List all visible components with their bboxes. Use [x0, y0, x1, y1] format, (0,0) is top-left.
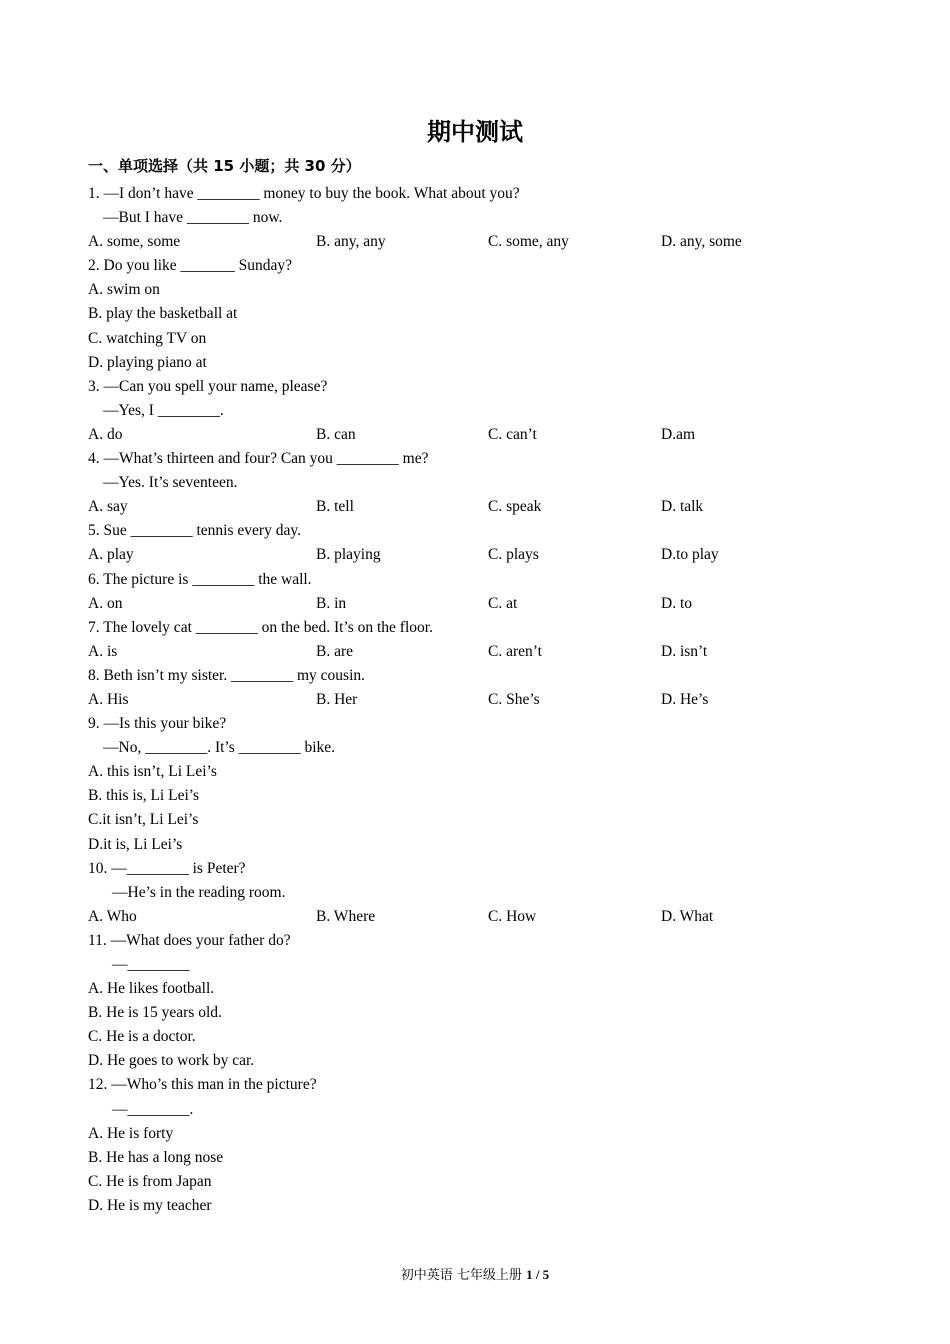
option-c: C. He is from Japan: [88, 1172, 212, 1190]
question-7: [88, 616, 888, 664]
option-d: D.to play: [661, 546, 719, 564]
option-row: [88, 495, 888, 519]
question-list: [88, 182, 888, 1218]
option-row: [88, 640, 888, 664]
option-b: B. can: [316, 425, 356, 443]
page-title: 期中测试: [427, 118, 523, 146]
option-a: A. on: [88, 594, 123, 612]
question-stem: 8. Beth isn’t my sister. ________ my cousin.: [88, 666, 365, 684]
option-a: A. He is forty: [88, 1124, 174, 1142]
question-4: [88, 447, 888, 519]
option-a: A. play: [88, 546, 134, 564]
option-d: D. isn’t: [661, 642, 708, 660]
option-c: C. He is a doctor.: [88, 1028, 196, 1046]
footer-text: 初中英语 七年级上册: [400, 1268, 527, 1283]
question-stem: 10. —________ is Peter?: [88, 859, 246, 877]
question-12: [88, 1073, 888, 1218]
question-6: [88, 568, 888, 616]
question-2: [88, 254, 888, 374]
option-b: B. any, any: [316, 233, 386, 251]
page-footer: [0, 1266, 950, 1285]
option-row: [88, 688, 888, 712]
option-d: D. playing piano at: [88, 353, 207, 371]
question-stem: 1. —I don’t have ________ money to buy the book. What about you?: [88, 185, 520, 202]
option-a: A. Who: [88, 907, 137, 925]
option-c: C. She’s: [488, 690, 540, 708]
option-a: A. He likes football.: [88, 980, 215, 998]
question-dialogue-line: —Yes, I ________.: [103, 401, 224, 419]
option-a: A. this isn’t, Li Lei’s: [88, 763, 217, 781]
option-a: A. swim on: [88, 281, 160, 299]
question-3: [88, 375, 888, 447]
section-heading: 一、单项选择（共 15 小题；共 30 分）: [88, 157, 361, 175]
question-1: [88, 182, 888, 254]
option-a: A. His: [88, 690, 129, 708]
option-b: B. are: [316, 642, 354, 660]
question-10: [88, 857, 888, 929]
option-d: D. any, some: [661, 233, 742, 251]
question-8: [88, 664, 888, 712]
option-row: [88, 905, 888, 929]
question-5: [88, 519, 888, 567]
option-d: D.it is, Li Lei’s: [88, 835, 183, 853]
question-stem: 12. —Who’s this man in the picture?: [88, 1076, 317, 1094]
option-d: D.am: [661, 425, 696, 443]
question-stem: 11. —What does your father do?: [88, 931, 291, 949]
option-b: B. in: [316, 594, 347, 612]
option-a: A. is: [88, 642, 118, 660]
option-c: C. aren’t: [488, 642, 542, 660]
option-row: [88, 543, 888, 567]
question-dialogue-line: —He’s in the reading room.: [112, 883, 286, 901]
option-row: [88, 592, 888, 616]
page-number: 1 / 5: [526, 1267, 550, 1282]
question-stem: 5. Sue ________ tennis every day.: [88, 522, 301, 540]
question-11: [88, 929, 888, 1074]
option-b: B. play the basketball at: [88, 305, 238, 323]
option-c: C. can’t: [488, 425, 537, 443]
question-stem: 7. The lovely cat ________ on the bed. It’s on the floor.: [88, 618, 433, 636]
option-a: A. say: [88, 498, 128, 516]
option-b: B. He has a long nose: [88, 1148, 224, 1166]
option-b: B. Her: [316, 690, 358, 708]
question-stem: 6. The picture is ________ the wall.: [88, 570, 312, 588]
option-d: D. He is my teacher: [88, 1196, 212, 1214]
option-row: [88, 423, 888, 447]
option-b: B. He is 15 years old.: [88, 1004, 222, 1022]
question-9: [88, 712, 888, 857]
option-a: A. do: [88, 425, 123, 443]
option-b: B. Where: [316, 907, 376, 925]
option-c: C. speak: [488, 498, 542, 516]
option-b: B. tell: [316, 498, 354, 516]
question-dialogue-line: —________: [112, 956, 190, 973]
option-c: C.it isn’t, Li Lei’s: [88, 811, 199, 829]
option-row: [88, 230, 888, 254]
option-b: B. this is, Li Lei’s: [88, 787, 200, 805]
question-stem: 4. —What’s thirteen and four? Can you ________ me?: [88, 450, 429, 468]
option-d: D. He goes to work by car.: [88, 1052, 255, 1070]
question-dialogue-line: —But I have ________ now.: [103, 209, 283, 227]
question-stem: 2. Do you like _______ Sunday?: [88, 257, 293, 275]
option-c: C. plays: [488, 546, 539, 564]
option-a: A. some, some: [88, 233, 181, 251]
option-d: D. What: [661, 907, 714, 925]
option-c: C. watching TV on: [88, 329, 207, 347]
question-dialogue-line: —Yes. It’s seventeen.: [103, 474, 238, 492]
option-d: D. to: [661, 594, 692, 612]
option-d: D. He’s: [661, 690, 709, 708]
question-dialogue-line: —No, ________. It’s ________ bike.: [103, 739, 336, 757]
question-stem: 9. —Is this your bike?: [88, 715, 227, 733]
option-c: C. at: [488, 594, 518, 612]
option-d: D. talk: [661, 498, 704, 516]
option-b: B. playing: [316, 546, 381, 564]
option-c: C. some, any: [488, 233, 569, 251]
question-stem: 3. —Can you spell your name, please?: [88, 377, 328, 395]
option-c: C. How: [488, 907, 537, 925]
question-dialogue-line: —________.: [112, 1100, 194, 1118]
